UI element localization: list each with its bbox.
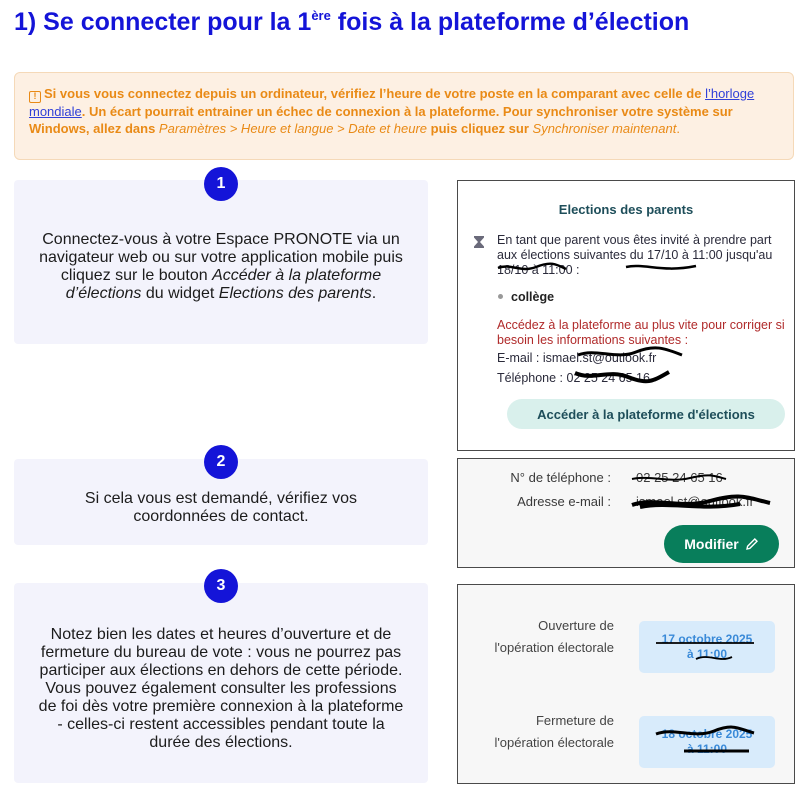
- exclamation-box-icon: !: [29, 91, 41, 103]
- widget-invitation-text: En tant que parent vous êtes invité à prendre part aux élections suivantes du 17/10 à 11:00 jusqu'au 18/10 à 11:00 :: [497, 233, 773, 277]
- pencil-icon: [745, 537, 759, 551]
- closing-label: [494, 710, 614, 754]
- opening-date-badge: [639, 621, 775, 673]
- step-2-number-badge: 2: [204, 445, 238, 479]
- step-1-text-start: Connectez-vous à votre Espace PRONOTE via un navigateur web ou sur votre application mobile puis cliquez sur le bouton: [39, 231, 403, 284]
- notice-sync-action: Synchroniser maintenant: [532, 121, 677, 136]
- widget-email-row: [497, 351, 656, 365]
- notice-text-3: puis cliquez sur: [430, 121, 529, 136]
- notice-settings-path: Paramètres > Heure et langue > Date et heure: [158, 121, 428, 136]
- opening-time: à 11:00: [686, 647, 728, 661]
- elections-widget-screenshot: [457, 180, 795, 451]
- email-label: Adresse e-mail :: [517, 494, 611, 509]
- step-3-text: Notez bien les dates et heures d’ouverture et de fermeture du bureau de vote : vous ne pourrez pas participer aux élections en dehors de cette période. Vous pouvez également consulter les professions de foi dès votre première connexion à la plateforme - celles-ci restent accessibles pendant toute la durée des élections.: [38, 626, 404, 751]
- election-schedule-screenshot: [457, 584, 795, 784]
- modify-button[interactable]: [664, 525, 779, 563]
- closing-label-line-2: l'opération électorale: [494, 735, 614, 750]
- closing-time: à 11:00: [686, 742, 728, 756]
- closing-date-badge: [639, 716, 775, 768]
- step-1-text-end: .: [371, 285, 377, 302]
- closing-label-line-1: Fermeture de: [535, 713, 614, 728]
- time-sync-notice: [14, 72, 794, 160]
- opening-date: 17 octobre 2025: [661, 632, 753, 646]
- title-superscript: ère: [311, 8, 331, 23]
- page-title: [14, 8, 689, 37]
- world-clock-link[interactable]: l’horloge mondiale: [29, 86, 755, 119]
- step-1-widget-name: Elections des parents: [218, 285, 372, 302]
- widget-phone-row: [497, 371, 650, 385]
- modify-button-label: Modifier: [684, 536, 739, 552]
- step-1-number-badge: 1: [204, 167, 238, 201]
- title-main: 1) Se connecter pour la 1: [14, 8, 312, 36]
- step-3-box: [14, 583, 428, 783]
- contact-details-screenshot: [457, 458, 795, 568]
- opening-label-line-1: Ouverture de: [538, 618, 614, 633]
- step-1-box: [14, 180, 428, 344]
- access-election-platform-button[interactable]: Accéder à la plateforme d'élections: [507, 399, 785, 429]
- widget-phone-label: Téléphone :: [497, 371, 564, 385]
- opening-label-line-2: l'opération électorale: [494, 640, 614, 655]
- widget-title: Elections des parents: [558, 202, 694, 217]
- widget-email-label: E-mail :: [497, 351, 540, 365]
- widget-school: collège: [511, 290, 555, 304]
- step-1-text: [28, 231, 414, 303]
- notice-end: .: [676, 121, 680, 136]
- step-1-button-name: Accéder à la plateforme d’élections: [65, 267, 382, 302]
- closing-date: 18 octobre 2025: [661, 727, 753, 741]
- title-rest: fois à la plateforme d’élection: [330, 8, 690, 36]
- phone-value: 02 25 24 65 16: [636, 470, 723, 485]
- hourglass-icon: [474, 236, 484, 248]
- widget-phone-value: 02 25 24 65 16: [566, 371, 650, 385]
- step-3-number-badge: 3: [204, 569, 238, 603]
- email-value: ismael.st@outlook.fr: [636, 494, 754, 509]
- phone-label: N° de téléphone :: [510, 470, 611, 485]
- school-bullet: [498, 294, 503, 299]
- step-2-text: Si cela vous est demandé, vérifiez vos coordonnées de contact.: [84, 490, 358, 525]
- widget-warning-text: Accédez à la plateforme au plus vite pour corriger si besoin les informations suivantes :: [497, 318, 785, 347]
- opening-label: [494, 615, 614, 659]
- notice-text-1: Si vous vous connectez depuis un ordinateur, vérifiez l’heure de votre poste en la comparant avec celle de: [44, 86, 702, 101]
- widget-email-value: ismael.st@outlook.fr: [542, 351, 657, 365]
- step-1-text-mid: du widget: [145, 285, 215, 302]
- notice-text-2: . Un écart pourrait entrainer un échec de connexion à la plateforme. Pour synchroniser votre système sur Windows, allez dans: [29, 104, 733, 136]
